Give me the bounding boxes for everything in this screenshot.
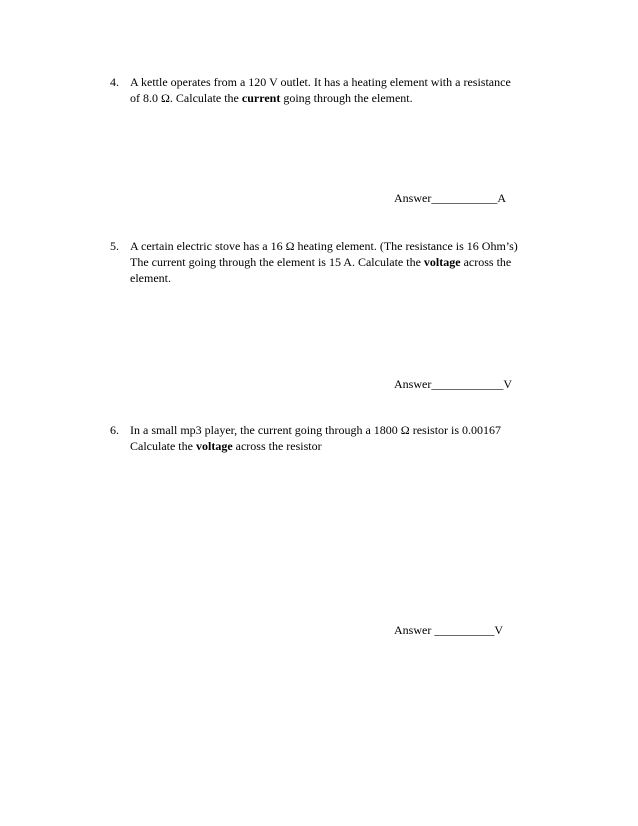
question-text-plain: across the xyxy=(460,255,512,269)
question-line xyxy=(130,438,550,454)
question-number: 6. xyxy=(110,423,119,437)
question-line: element. xyxy=(130,271,171,285)
answer-blank-6: Answer __________V xyxy=(394,623,503,637)
question-text-plain: The current going through the element is 15 A. Calculate the xyxy=(130,255,424,269)
question-keyword: current xyxy=(241,91,281,105)
question-text xyxy=(130,422,550,454)
question-line xyxy=(130,254,550,270)
question-number: 5. xyxy=(110,239,119,253)
question-text-plain: of 8.0 Ω. Calculate the xyxy=(130,91,242,105)
question-line: A certain electric stove has a 16 Ω heating element. (The resistance is 16 Ohm’s) xyxy=(130,239,518,253)
question-keyword: voltage xyxy=(423,255,461,269)
question-line: In a small mp3 player, the current going through a 1800 Ω resistor is 0.00167 xyxy=(130,423,502,437)
question-text xyxy=(130,238,550,286)
question-line xyxy=(130,90,550,106)
answer-blank-5: Answer____________V xyxy=(394,377,512,391)
question-text xyxy=(130,74,550,106)
question-number: 4. xyxy=(110,75,119,89)
question-text-plain: Calculate the xyxy=(130,439,196,453)
answer-blank-4: Answer___________A xyxy=(394,191,506,205)
question-line: A kettle operates from a 120 V outlet. It has a heating element with a resistance xyxy=(130,75,511,89)
question-text-plain: across the resistor xyxy=(232,439,322,453)
question-text-plain: going through the element. xyxy=(280,91,413,105)
question-keyword: voltage xyxy=(195,439,233,453)
